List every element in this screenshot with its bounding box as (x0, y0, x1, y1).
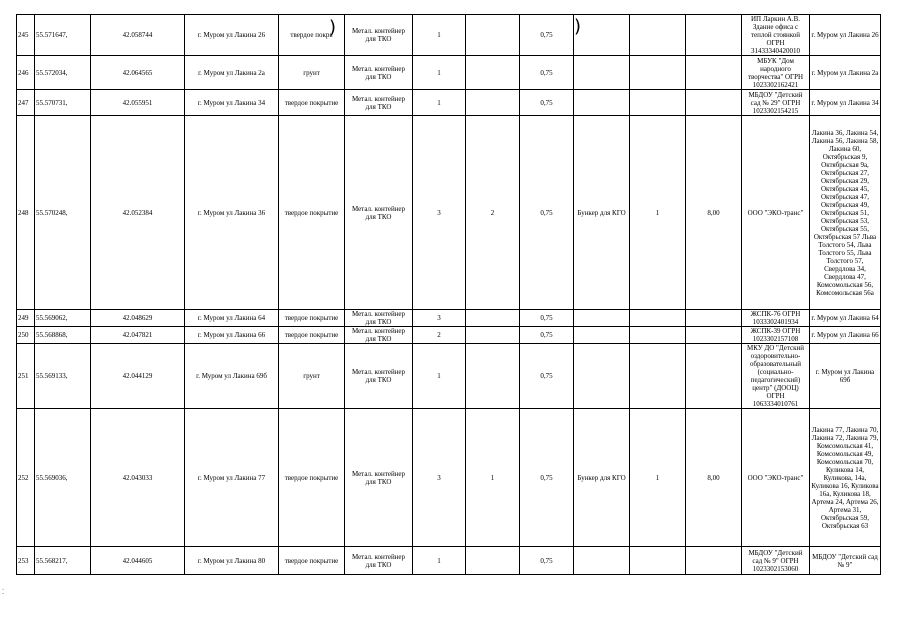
cell-b1 (574, 547, 630, 575)
cell-b3 (686, 547, 742, 575)
table-row (17, 310, 881, 327)
cell-addr: г. Муром ул Лакина 80 (185, 547, 279, 575)
cell-b1 (574, 90, 630, 116)
cell-owner: ИП Ларкин А.В. Здание офиса с теплой стоянкой ОГРН 31433340420010 (742, 15, 810, 56)
table-row (17, 15, 881, 56)
cell-c1: 1 (413, 344, 466, 409)
cell-owner: ООО "ЭКО-транс" (742, 116, 810, 310)
cell-type: Метал. контейнер для ТКО (345, 547, 413, 575)
cell-b1 (574, 56, 630, 90)
cell-served: г. Муром ул Лакина 26 (810, 15, 881, 56)
cell-lon: 42.044129 (91, 344, 185, 409)
cell-b2 (630, 15, 686, 56)
cell-vol: 0,75 (520, 547, 574, 575)
cell-surface: твердое покрытие (279, 547, 345, 575)
cell-lat: 55.572034, (35, 56, 91, 90)
cell-lon: 42.048629 (91, 310, 185, 327)
margin-mark-icon: ) (329, 17, 337, 38)
cell-type: Метал. контейнер для ТКО (345, 56, 413, 90)
table-row (17, 547, 881, 575)
cell-lon: 42.055951 (91, 90, 185, 116)
cell-c2: 1 (466, 409, 520, 547)
cell-lon: 42.058744 (91, 15, 185, 56)
cell-served: г. Муром ул Лакина 64 (810, 310, 881, 327)
cell-type: Метал. контейнер для ТКО (345, 90, 413, 116)
cell-n: 251 (17, 344, 35, 409)
cell-surface: твердое покрытие (279, 327, 345, 344)
cell-c1: 3 (413, 310, 466, 327)
cell-b2 (630, 56, 686, 90)
cell-b3 (686, 56, 742, 90)
cell-surface: твердое покрытие (279, 310, 345, 327)
cell-b3 (686, 90, 742, 116)
cell-owner: ООО "ЭКО-транс" (742, 409, 810, 547)
cell-lon: 42.064565 (91, 56, 185, 90)
cell-lat: 55.569133, (35, 344, 91, 409)
cell-lon: 42.047821 (91, 327, 185, 344)
cell-type: Метал. контейнер для ТКО (345, 15, 413, 56)
cell-lat: 55.568868, (35, 327, 91, 344)
cell-vol: 0,75 (520, 327, 574, 344)
cell-surface: грунт (279, 344, 345, 409)
cell-c1: 3 (413, 116, 466, 310)
cell-c2: 2 (466, 116, 520, 310)
cell-c1: 1 (413, 547, 466, 575)
cell-vol: 0,75 (520, 56, 574, 90)
cell-b2: 1 (630, 409, 686, 547)
table-row (17, 90, 881, 116)
cell-served: г. Муром ул Лакина 2а (810, 56, 881, 90)
container-sites-table (16, 14, 881, 575)
table-row (17, 344, 881, 409)
cell-served: г. Муром ул Лакина 66 (810, 327, 881, 344)
table-row (17, 116, 881, 310)
cell-c1: 3 (413, 409, 466, 547)
cell-b1 (574, 344, 630, 409)
cell-surface: твердое покрь (279, 15, 345, 56)
cell-c1: 2 (413, 327, 466, 344)
cell-b1 (574, 15, 630, 56)
cell-n: 253 (17, 547, 35, 575)
cell-c1: 1 (413, 15, 466, 56)
cell-lat: 55.570248, (35, 116, 91, 310)
cell-b3: 8,00 (686, 116, 742, 310)
cell-c1: 1 (413, 56, 466, 90)
cell-owner: ЖСПК-39 ОГРН 1023302157108 (742, 327, 810, 344)
table-row (17, 327, 881, 344)
cell-addr: г. Муром ул Лакина 36 (185, 116, 279, 310)
cell-addr: г. Муром ул Лакина 34 (185, 90, 279, 116)
cell-addr: г. Муром ул Лакина 26 (185, 15, 279, 56)
cell-lat: 55.570731, (35, 90, 91, 116)
cell-vol: 0,75 (520, 409, 574, 547)
cell-lon: 42.052384 (91, 116, 185, 310)
cell-b3 (686, 15, 742, 56)
cell-b2 (630, 90, 686, 116)
cell-vol: 0,75 (520, 116, 574, 310)
cell-addr: г. Муром ул Лакина 69б (185, 344, 279, 409)
cell-lon: 42.043033 (91, 409, 185, 547)
table-row (17, 409, 881, 547)
cell-b2 (630, 310, 686, 327)
cell-b3 (686, 310, 742, 327)
cell-n: 245 (17, 15, 35, 56)
cell-b3 (686, 327, 742, 344)
cell-served: МБДОУ "Детский сад № 9" (810, 547, 881, 575)
cell-b2 (630, 547, 686, 575)
cell-c2 (466, 547, 520, 575)
cell-n: 252 (17, 409, 35, 547)
cell-served: г. Муром ул Лакина 69б (810, 344, 881, 409)
cell-owner: МКУ ДО "Детский оздоровительно-образовательный (социально-педагогический) центр" (ДООЦ) ОГРН 1063334010761 (742, 344, 810, 409)
cell-owner: МБДОУ "Детский сад № 9" ОГРН 1023302153060 (742, 547, 810, 575)
cell-c2 (466, 310, 520, 327)
cell-c2 (466, 15, 520, 56)
cell-served: г. Муром ул Лакина 34 (810, 90, 881, 116)
cell-type: Метал. контейнер для ТКО (345, 327, 413, 344)
cell-surface: твердое покрытие (279, 90, 345, 116)
cell-c2 (466, 327, 520, 344)
table-row (17, 56, 881, 90)
cell-addr: г. Муром ул Лакина 64 (185, 310, 279, 327)
cell-owner: МБУК "Дом народного творчества" ОГРН 1023302162421 (742, 56, 810, 90)
cell-surface: грунт (279, 56, 345, 90)
cell-lat: 55.569036, (35, 409, 91, 547)
cell-b2: 1 (630, 116, 686, 310)
cell-c2 (466, 90, 520, 116)
cell-vol: 0,75 (520, 310, 574, 327)
cell-type: Метал. контейнер для ТКО (345, 310, 413, 327)
cell-n: 250 (17, 327, 35, 344)
cell-c1: 1 (413, 90, 466, 116)
scan-mark-icon: ⁚ (2, 588, 5, 596)
cell-type: Метал. контейнер для ТКО (345, 409, 413, 547)
cell-n: 249 (17, 310, 35, 327)
cell-n: 246 (17, 56, 35, 90)
cell-b2 (630, 344, 686, 409)
cell-n: 247 (17, 90, 35, 116)
cell-b1: Бункер для КГО (574, 409, 630, 547)
cell-served: Лакина 36, Лакина 54, Лакина 56, Лакина 58, Лакина 60, Октябрьская 9, Октябрьская 9а, Октябрьская 27, Октябрьская 29, Октябрьская 45, Октябрьская 47, Октябрьская 49, Октябрьская 51, Октябрьская 53, Октябрьская 55, Октябрьская 57 Льва Толстого 54, Льва Толстого 55, Льва Толстого 57, Свердлова 34, Свердлова 47, Комсомольская 56, Комсомольская 56а (810, 116, 881, 310)
cell-lat: 55.569062, (35, 310, 91, 327)
cell-surface: твердое покрытие (279, 409, 345, 547)
cell-c2 (466, 56, 520, 90)
cell-type: Метал. контейнер для ТКО (345, 344, 413, 409)
cell-owner: МБДОУ "Детский сад № 29" ОГРН 1023302154215 (742, 90, 810, 116)
cell-b3: 8,00 (686, 409, 742, 547)
cell-lon: 42.044605 (91, 547, 185, 575)
cell-served: Лакина 77, Лакина 70, Лакина 72, Лакина 79, Комсомольская 41, Комсомольская 49, Комсомольская 70, Куликова 14, Куликова, 14а, Куликова 16, Куликова 16а, Куликова 18, Артема 24, Артема 26, Артема 31, Октябрьская 59, Октябрьская 63 (810, 409, 881, 547)
cell-b3 (686, 344, 742, 409)
cell-vol: 0,75 (520, 344, 574, 409)
cell-b2 (630, 327, 686, 344)
cell-addr: г. Муром ул Лакина 77 (185, 409, 279, 547)
cell-lat: 55.568217, (35, 547, 91, 575)
document-page (16, 14, 881, 575)
cell-surface: твердое покрытие (279, 116, 345, 310)
cell-vol: 0,75 (520, 15, 574, 56)
cell-lat: 55.571647, (35, 15, 91, 56)
cell-c2 (466, 344, 520, 409)
margin-mark-icon: ) (574, 16, 582, 37)
cell-addr: г. Муром ул Лакина 66 (185, 327, 279, 344)
cell-b1 (574, 310, 630, 327)
cell-addr: г. Муром ул Лакина 2а (185, 56, 279, 90)
cell-vol: 0,75 (520, 90, 574, 116)
cell-n: 248 (17, 116, 35, 310)
cell-type: Метал. контейнер для ТКО (345, 116, 413, 310)
cell-b1: Бункер для КГО (574, 116, 630, 310)
cell-owner: ЖСПК-76 ОГРН 1033302401934 (742, 310, 810, 327)
cell-b1 (574, 327, 630, 344)
